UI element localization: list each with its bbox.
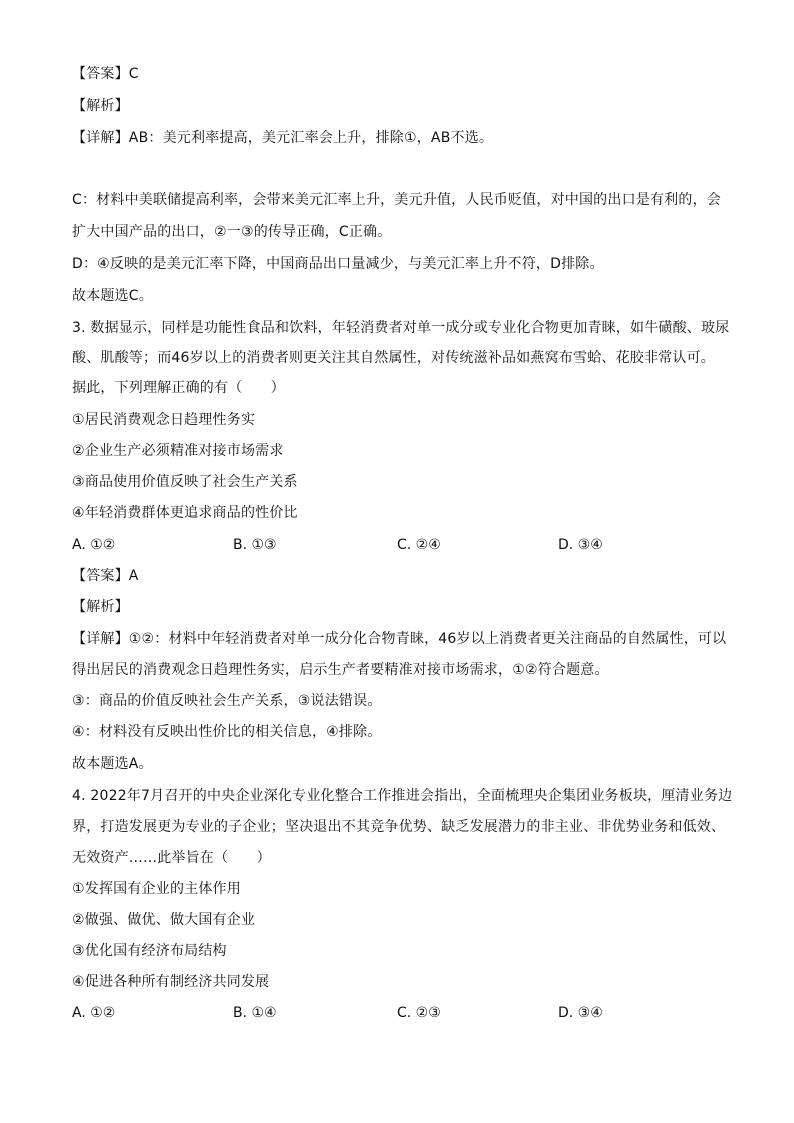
q4-item-1: ①发挥国有企业的主体作用 (72, 881, 241, 897)
q2-answer: 【答案】C (72, 66, 139, 82)
q3-item-1: ①居民消费观念日趋理性务实 (72, 412, 256, 428)
q2-detail: 【详解】AB：美元利率提高，美元汇率会上升，排除①，AB不选。 (72, 130, 494, 146)
q3-detail-line3: ③：商品的价值反映社会生产关系，③说法错误。 (72, 693, 382, 709)
q2-analysis-label: 【解析】 (72, 98, 129, 114)
q3-detail-line1: 【详解】①②：材料中年轻消费者对单一成分化合物青睐，46岁以上消费者更关注商品的自然属性，可以 (72, 631, 727, 647)
q4-item-3: ③优化国有经济布局结构 (72, 943, 227, 959)
q4-stem-line1: 4. 2022年7月召开的中央企业深化专业化整合工作推进会指出，全面梳理央企集团业务板块，厘清业务边 (72, 788, 733, 804)
q4-option-b: B. ①④ (233, 1005, 277, 1021)
q2-conclusion: 故本题选C。 (72, 288, 153, 304)
q3-answer: 【答案】A (72, 568, 139, 584)
q2-c-line2: 扩大中国产品的出口，②一③的传导正确，C正确。 (72, 224, 392, 240)
q3-conclusion: 故本题选A。 (72, 756, 153, 772)
q3-item-2: ②企业生产必须精准对接市场需求 (72, 443, 284, 459)
q3-stem-line1: 3. 数据显示，同样是功能性食品和饮料，年轻消费者对单一成分或专业化合物更加青睐，如牛磺酸、玻尿 (72, 320, 730, 336)
q3-item-3: ③商品使用价值反映了社会生产关系 (72, 474, 298, 490)
q4-item-4: ④促进各种所有制经济共同发展 (72, 974, 270, 990)
q3-detail-line2: 得出居民的消费观念日趋理性务实，启示生产者要精准对接市场需求，①②符合题意。 (72, 662, 609, 678)
q2-c-line1: C：材料中美联储提高利率，会带来美元汇率上升，美元升值，人民币贬值，对中国的出口是有利的，会 (72, 192, 721, 208)
q3-option-a: A. ①② (72, 537, 116, 553)
q3-option-c: C. ②④ (397, 537, 441, 553)
q4-stem-line3: 无效资产……此举旨在（ ） (72, 850, 271, 866)
q3-option-d: D. ③④ (558, 537, 603, 553)
q4-stem-line2: 界，打造发展更为专业的子企业；坚决退出不其竞争优势、缺乏发展潜力的非主业、非优势业务和低效、 (72, 819, 726, 835)
q3-analysis-label: 【解析】 (72, 599, 129, 615)
q3-stem-line2: 酸、肌酸等；而46岁以上的消费者则更关注其自然属性，对传统滋补品如燕窝布雪蛤、花胶非常认可。 (72, 350, 716, 366)
q4-option-a: A. ①② (72, 1005, 116, 1021)
q3-item-4: ④年轻消费群体更追求商品的性价比 (72, 505, 298, 521)
q2-d-line: D：④反映的是美元汇率下降，中国商品出口量减少，与美元汇率上升不符，D排除。 (72, 256, 604, 272)
q3-stem-line3: 据此，下列理解正确的有（ ） (72, 380, 285, 396)
q4-item-2: ②做强、做优、做大国有企业 (72, 912, 256, 928)
q4-option-d: D. ③④ (558, 1005, 603, 1021)
q3-option-b: B. ①③ (233, 537, 277, 553)
q3-detail-line4: ④：材料没有反映出性价比的相关信息，④排除。 (72, 724, 382, 740)
q4-option-c: C. ②③ (397, 1005, 441, 1021)
